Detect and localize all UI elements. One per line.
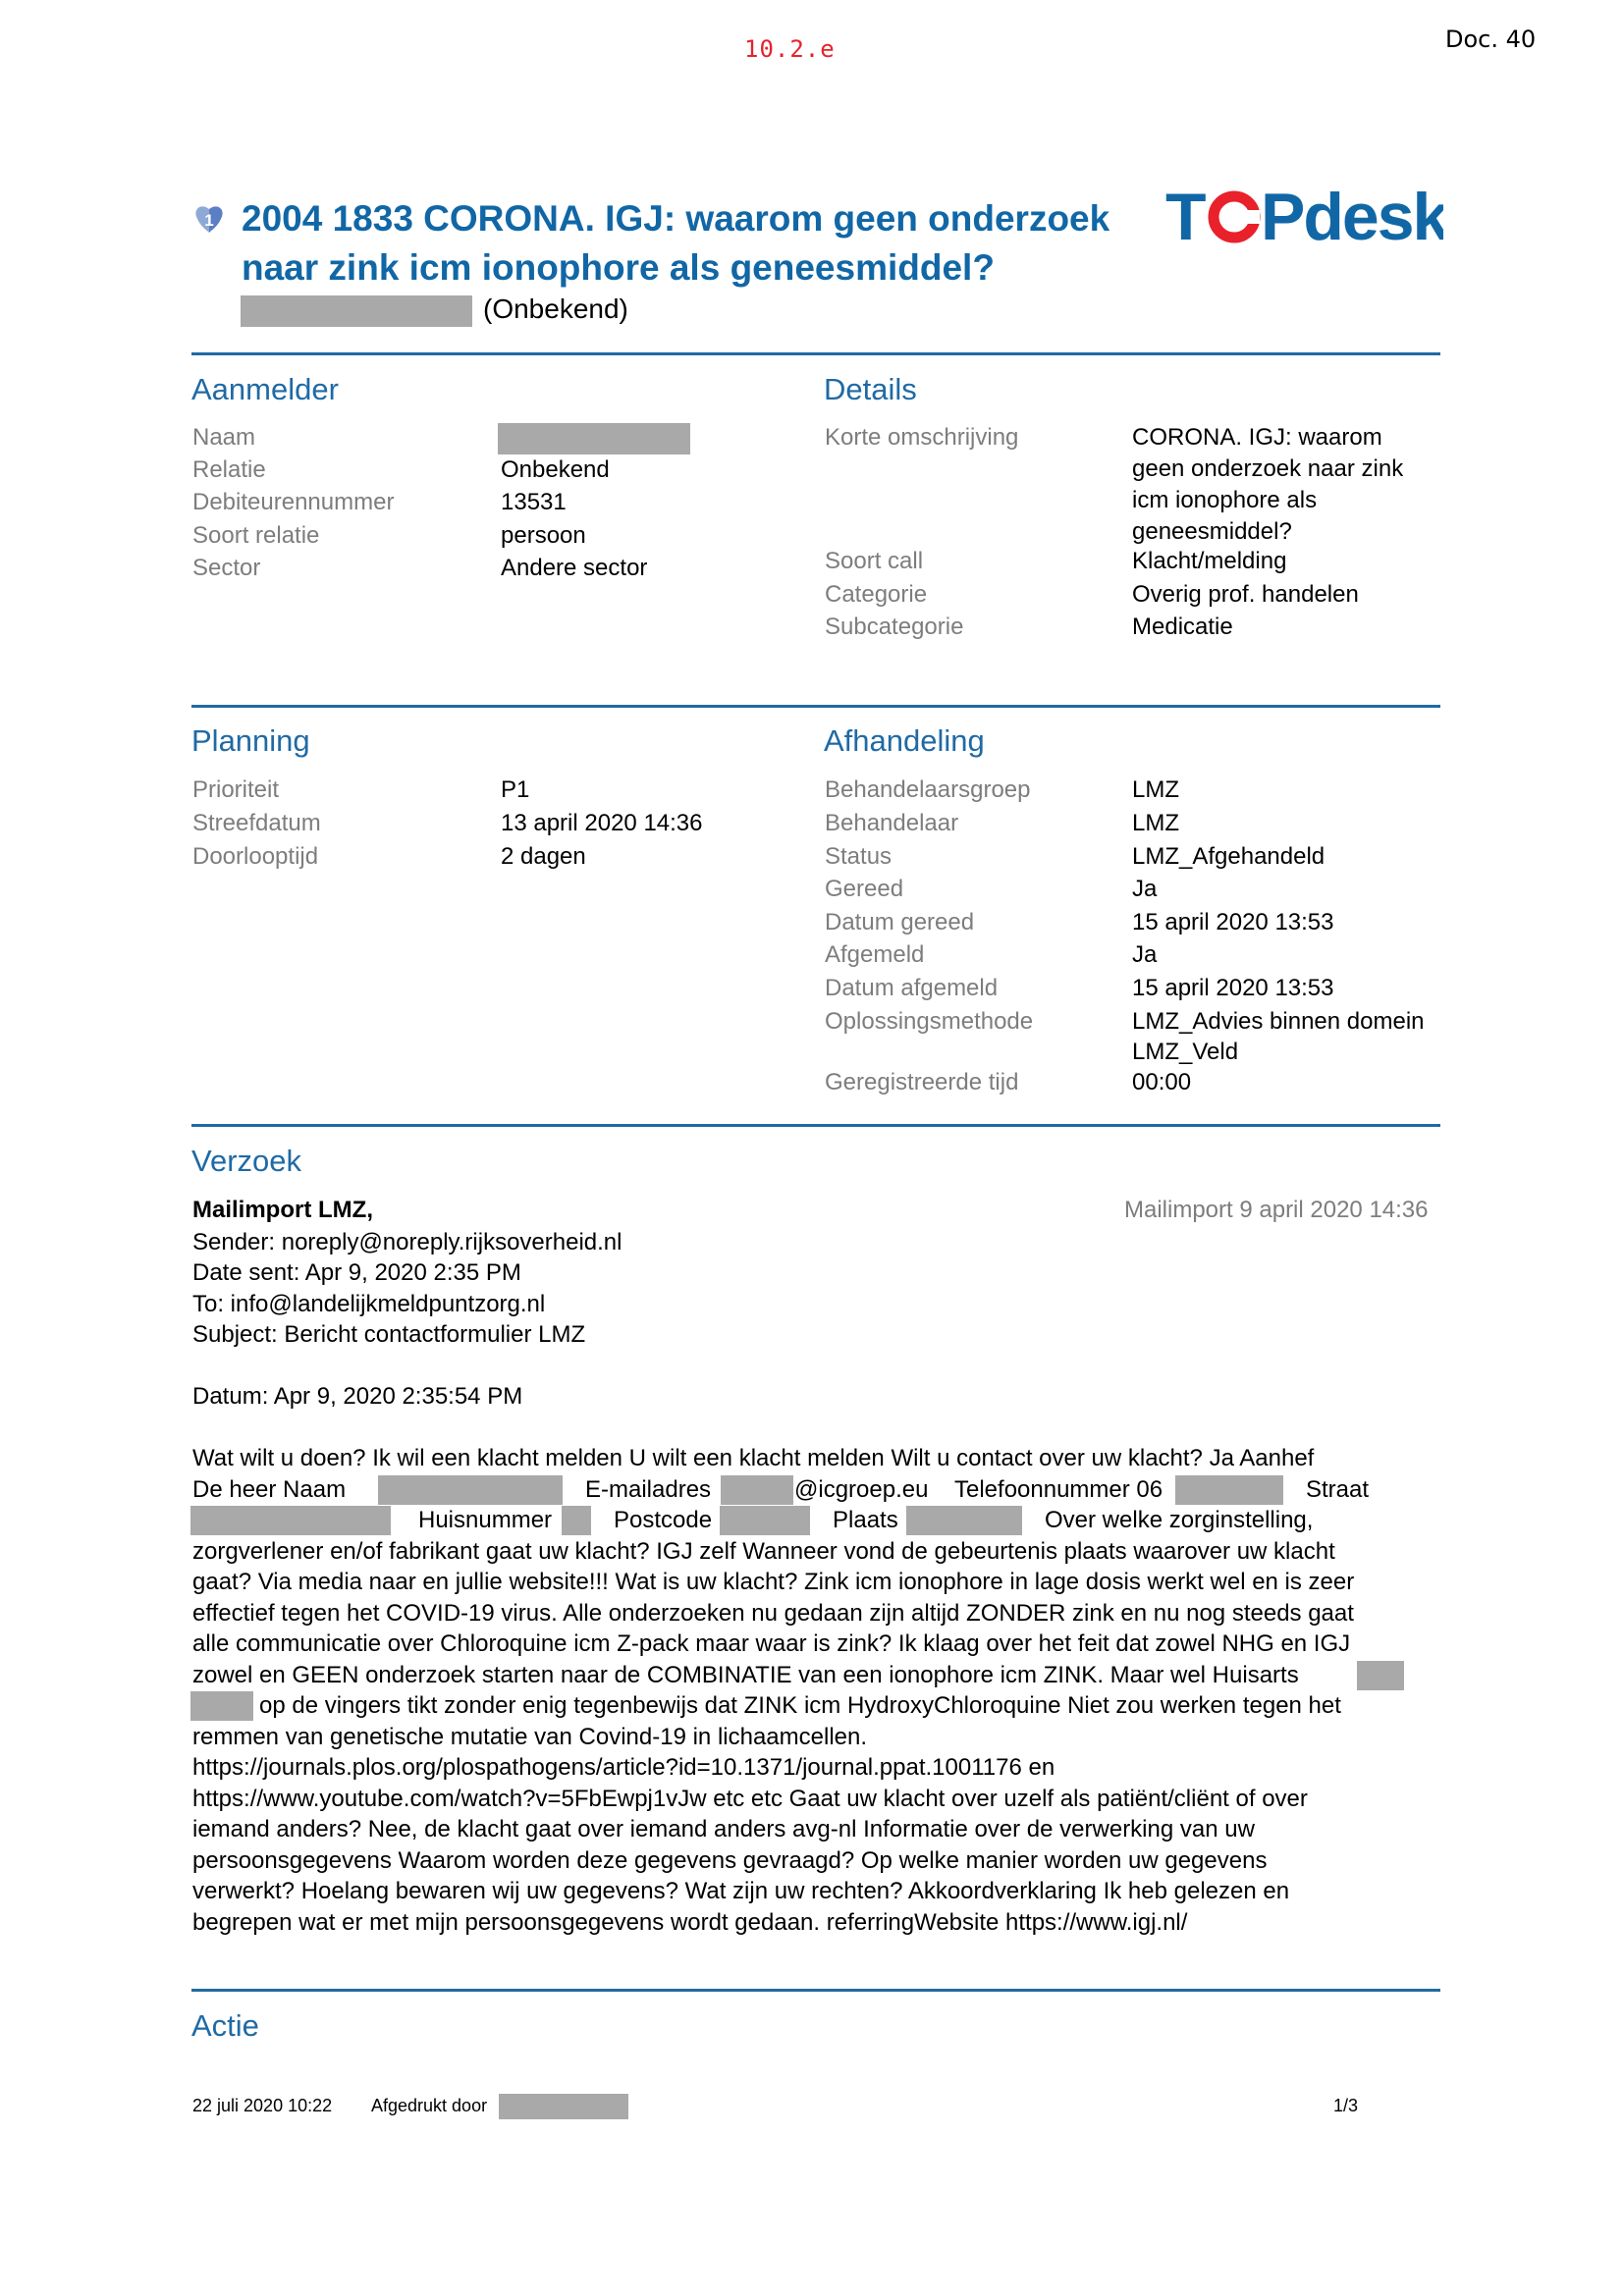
field-value: LMZ_Advies binnen domein <box>1132 1008 1425 1035</box>
field-label: Sector <box>192 555 261 581</box>
field-value: geen onderzoek naar zink <box>1132 455 1404 482</box>
field-value: LMZ_Veld <box>1132 1039 1239 1065</box>
field-label: Relatie <box>192 456 266 483</box>
mail-body-line: op de vingers tikt zonder enig tegenbewijs dat ZINK icm HydroxyChloroquine Niet zou werken tegen het <box>259 1692 1341 1719</box>
redacted-city-box <box>906 1506 1022 1535</box>
topdesk-logo <box>1165 183 1443 251</box>
mail-body-line: remmen van genetische mutatie van Covind-19 in lichaamcellen. <box>192 1724 868 1750</box>
mail-body-line: alle communicatie over Chloroquine icm Z-pack maar waar is zink? Ik klaag over het feit dat zowel NHG en IGJ <box>192 1630 1351 1657</box>
field-value: Overig prof. handelen <box>1132 581 1359 608</box>
field-value: Andere sector <box>501 555 648 581</box>
field-value: Ja <box>1132 876 1158 902</box>
mail-body-line: Postcode <box>614 1507 713 1533</box>
divider <box>191 705 1440 708</box>
field-value: Onbekend <box>501 456 610 483</box>
field-value: icm ionophore als <box>1132 487 1318 513</box>
mail-sender-heading: Mailimport LMZ, <box>192 1197 373 1223</box>
field-label: Behandelaar <box>825 810 959 836</box>
divider <box>191 352 1440 355</box>
redacted-street-box <box>190 1506 391 1535</box>
field-value: 13 april 2020 14:36 <box>501 810 703 836</box>
field-label: Streefdatum <box>192 810 321 836</box>
mail-body-line: zowel en GEEN onderzoek starten naar de COMBINATIE van een ionophore icm ZINK. Maar wel Huisarts <box>192 1662 1299 1688</box>
mail-body-line: Over welke zorginstelling, <box>1045 1507 1314 1533</box>
field-value: 2 dagen <box>501 843 586 870</box>
mail-datum: Datum: Apr 9, 2020 2:35:54 PM <box>192 1383 523 1410</box>
field-label: Status <box>825 843 893 870</box>
redacted-value-box <box>498 423 690 454</box>
svg-text:Pdesk: Pdesk <box>1261 183 1443 251</box>
svg-text:1: 1 <box>204 211 214 230</box>
field-label: Oplossingsmethode <box>825 1008 1034 1035</box>
section-heading-aanmelder: Aanmelder <box>191 372 339 406</box>
field-value: 15 april 2020 13:53 <box>1132 909 1334 935</box>
mail-body-line: Wat wilt u doen? Ik wil een klacht melden U wilt een klacht melden Wilt u contact over uw klacht? Ja Aanhef <box>192 1445 1315 1471</box>
svg-text:T: T <box>1165 183 1207 251</box>
redacted-name-box <box>190 1691 253 1721</box>
footer-print-date: 22 juli 2020 10:22 <box>192 2096 333 2115</box>
field-value: LMZ <box>1132 810 1179 836</box>
mail-header-date: Date sent: Apr 9, 2020 2:35 PM <box>192 1259 521 1286</box>
redacted-name-box <box>241 295 472 327</box>
mail-body-line: E-mailadres <box>585 1476 712 1503</box>
field-value: Klacht/melding <box>1132 548 1287 574</box>
field-value: P1 <box>501 776 530 803</box>
field-label: Doorlooptijd <box>192 843 319 870</box>
field-label: Categorie <box>825 581 928 608</box>
field-value: LMZ <box>1132 776 1179 803</box>
page-title-line-1: 2004 1833 CORONA. IGJ: waarom geen onderzoek <box>242 198 1110 239</box>
field-value: 13531 <box>501 489 567 515</box>
call-type-icon <box>192 202 226 236</box>
mail-body-line: https://www.youtube.com/watch?v=5FbEwpj1vJw etc etc Gaat uw klacht over uzelf als patiënt/cliënt of over <box>192 1786 1308 1812</box>
field-label: Subcategorie <box>825 614 964 640</box>
mail-body-line: effectief tegen het COVID-19 virus. Alle onderzoeken nu gedaan zijn altijd ZONDER zink en nu nog steeds gaat <box>192 1600 1354 1627</box>
page-subtitle: (Onbekend) <box>483 294 628 324</box>
document-number: Doc. 40 <box>1445 26 1537 53</box>
field-label: Behandelaarsgroep <box>825 776 1031 803</box>
field-label: Soort relatie <box>192 522 320 549</box>
mail-body-line: Plaats <box>833 1507 898 1533</box>
field-label: Datum afgemeld <box>825 975 999 1001</box>
field-label: Debiteurennummer <box>192 489 395 515</box>
mail-body-line: begrepen wat er met mijn persoonsgegevens wordt gedaan. referringWebsite https://www.igj.nl/ <box>192 1909 1188 1936</box>
field-label: Gereed <box>825 876 904 902</box>
field-value: geneesmiddel? <box>1132 518 1292 545</box>
mail-header-to: To: info@landelijkmeldpuntzorg.nl <box>192 1291 546 1317</box>
mail-body-line: verwerkt? Hoelang bewaren wij uw gegevens? Wat zijn uw rechten? Akkoordverklaring Ik heb gelezen en <box>192 1878 1290 1904</box>
mail-body-line: https://journals.plos.org/plospathogens/article?id=10.1371/journal.ppat.1001176 en <box>192 1754 1055 1781</box>
divider <box>191 1124 1440 1127</box>
mail-header-subject: Subject: Bericht contactformulier LMZ <box>192 1321 586 1348</box>
field-label: Afgemeld <box>825 941 925 968</box>
field-label: Prioriteit <box>192 776 280 803</box>
section-heading-details: Details <box>824 372 917 406</box>
mail-body-line: Huisnummer <box>418 1507 553 1533</box>
field-label: Geregistreerde tijd <box>825 1069 1019 1095</box>
section-heading-verzoek: Verzoek <box>191 1144 302 1178</box>
redacted-name-box <box>378 1475 563 1505</box>
mail-body-line: Straat <box>1306 1476 1370 1503</box>
field-value: Medicatie <box>1132 614 1233 640</box>
field-label: Datum gereed <box>825 909 975 935</box>
field-value: LMZ_Afgehandeld <box>1132 843 1325 870</box>
section-heading-actie: Actie <box>191 2008 259 2043</box>
reference-code: 10.2.e <box>744 35 836 63</box>
mail-body-line: persoonsgegevens Waarom worden deze gegevens gevraagd? Op welke manier worden uw gegevens <box>192 1847 1268 1874</box>
field-label: Soort call <box>825 548 924 574</box>
redacted-email-box <box>721 1475 793 1505</box>
mail-header-sender: Sender: noreply@noreply.rijksoverheid.nl <box>192 1229 622 1255</box>
redacted-housenumber-box <box>562 1506 591 1535</box>
field-value: 00:00 <box>1132 1069 1192 1095</box>
page-title-line-2: naar zink icm ionophore als geneesmiddel? <box>242 247 995 288</box>
redacted-phone-box <box>1175 1475 1283 1505</box>
divider <box>191 1989 1440 1992</box>
field-value: 15 april 2020 13:53 <box>1132 975 1334 1001</box>
field-value: persoon <box>501 522 586 549</box>
mail-body-line: zorgverlener en/of fabrikant gaat uw klacht? IGJ zelf Wanneer vond de gebeurtenis plaats waarover uw klacht <box>192 1538 1335 1565</box>
redacted-name-box <box>1357 1661 1404 1690</box>
section-heading-afhandeling: Afhandeling <box>824 723 985 758</box>
field-label: Naam <box>192 424 256 451</box>
footer-printed-by: Afgedrukt door <box>371 2096 488 2115</box>
redacted-printer-name-box <box>499 2094 628 2119</box>
footer-page-number: 1/3 <box>1333 2096 1359 2115</box>
field-value: Ja <box>1132 941 1158 968</box>
redacted-postcode-box <box>720 1506 810 1535</box>
mail-body-line: @icgroep.eu <box>794 1476 929 1503</box>
mail-body-line: iemand anders? Nee, de klacht gaat over iemand anders avg-nl Informatie over de verwerking van uw <box>192 1816 1255 1842</box>
mail-body-line: De heer Naam <box>192 1476 347 1503</box>
field-label: Korte omschrijving <box>825 424 1019 451</box>
mail-body-line: gaat? Via media naar en jullie website!!! Wat is uw klacht? Zink icm ionophore in lage dosis werkt wel en is zeer <box>192 1569 1355 1595</box>
field-value: CORONA. IGJ: waarom <box>1132 424 1382 451</box>
section-heading-planning: Planning <box>191 723 310 758</box>
mail-body-line: Telefoonnummer 06 <box>954 1476 1163 1503</box>
mail-import-meta: Mailimport 9 april 2020 14:36 <box>1124 1197 1429 1223</box>
